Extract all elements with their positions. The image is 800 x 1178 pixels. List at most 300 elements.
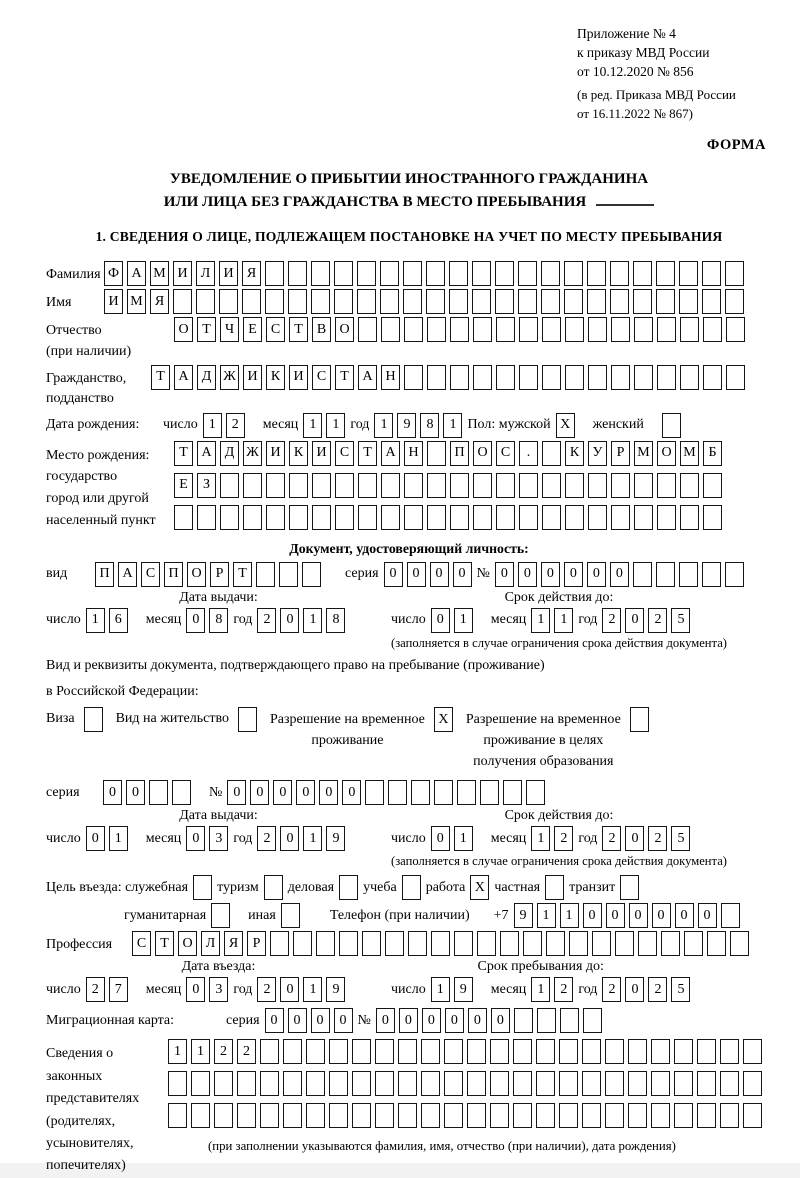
char-cell[interactable]: [634, 365, 653, 390]
char-cell[interactable]: [495, 261, 514, 286]
char-cell[interactable]: 0: [86, 826, 105, 851]
char-cell[interactable]: 1: [303, 826, 322, 851]
char-cell[interactable]: [565, 505, 584, 530]
char-cell[interactable]: 0: [186, 826, 205, 851]
char-cell[interactable]: [537, 1008, 556, 1033]
char-cell[interactable]: [211, 903, 230, 928]
char-cell[interactable]: С: [266, 317, 285, 342]
char-cell[interactable]: [634, 505, 653, 530]
char-cell[interactable]: [725, 289, 744, 314]
permit-issue-month-grid[interactable]: [186, 826, 228, 851]
char-cell[interactable]: [496, 505, 515, 530]
char-cell[interactable]: 9: [514, 903, 533, 928]
char-cell[interactable]: [473, 505, 492, 530]
char-cell[interactable]: X: [470, 875, 489, 900]
char-cell[interactable]: 2: [257, 977, 276, 1002]
char-cell[interactable]: [514, 1008, 533, 1033]
char-cell[interactable]: [431, 931, 450, 956]
char-cell[interactable]: [242, 289, 261, 314]
char-cell[interactable]: [656, 261, 675, 286]
char-cell[interactable]: [172, 780, 191, 805]
char-cell[interactable]: [450, 317, 469, 342]
char-cell[interactable]: 9: [454, 977, 473, 1002]
char-cell[interactable]: 0: [698, 903, 717, 928]
char-cell[interactable]: [611, 365, 630, 390]
char-cell[interactable]: Т: [155, 931, 174, 956]
char-cell[interactable]: А: [381, 441, 400, 466]
char-cell[interactable]: [657, 365, 676, 390]
char-cell[interactable]: [587, 261, 606, 286]
char-cell[interactable]: 2: [257, 826, 276, 851]
char-cell[interactable]: [588, 473, 607, 498]
representatives-grid-3[interactable]: [168, 1103, 762, 1128]
doc-type-grid[interactable]: [95, 562, 321, 587]
char-cell[interactable]: [168, 1103, 187, 1128]
char-cell[interactable]: [726, 317, 745, 342]
char-cell[interactable]: Т: [174, 441, 193, 466]
residence-permit-checkbox[interactable]: [238, 707, 257, 732]
stay-year-grid[interactable]: [602, 977, 690, 1002]
citizenship-grid[interactable]: [151, 365, 745, 390]
char-cell[interactable]: [444, 1071, 463, 1096]
char-cell[interactable]: [302, 562, 321, 587]
char-cell[interactable]: X: [556, 413, 575, 438]
purpose-business-checkbox[interactable]: [339, 875, 358, 900]
char-cell[interactable]: [680, 317, 699, 342]
char-cell[interactable]: Ф: [104, 261, 123, 286]
char-cell[interactable]: [266, 473, 285, 498]
char-cell[interactable]: 1: [454, 608, 473, 633]
char-cell[interactable]: О: [178, 931, 197, 956]
char-cell[interactable]: [444, 1039, 463, 1064]
char-cell[interactable]: [565, 365, 584, 390]
char-cell[interactable]: [503, 780, 522, 805]
char-cell[interactable]: Л: [201, 931, 220, 956]
char-cell[interactable]: [403, 289, 422, 314]
char-cell[interactable]: [588, 505, 607, 530]
temp-residence-checkbox[interactable]: [434, 707, 453, 732]
char-cell[interactable]: [674, 1039, 693, 1064]
char-cell[interactable]: Р: [611, 441, 630, 466]
char-cell[interactable]: 0: [334, 1008, 353, 1033]
char-cell[interactable]: [610, 289, 629, 314]
char-cell[interactable]: [149, 780, 168, 805]
char-cell[interactable]: [427, 473, 446, 498]
char-cell[interactable]: У: [588, 441, 607, 466]
surname-grid[interactable]: [104, 261, 744, 286]
char-cell[interactable]: [283, 1039, 302, 1064]
char-cell[interactable]: [657, 317, 676, 342]
char-cell[interactable]: [583, 1008, 602, 1033]
char-cell[interactable]: [473, 365, 492, 390]
char-cell[interactable]: [473, 317, 492, 342]
char-cell[interactable]: [421, 1103, 440, 1128]
char-cell[interactable]: [720, 1103, 739, 1128]
char-cell[interactable]: 0: [430, 562, 449, 587]
char-cell[interactable]: [444, 1103, 463, 1128]
char-cell[interactable]: [490, 1071, 509, 1096]
char-cell[interactable]: 0: [273, 780, 292, 805]
char-cell[interactable]: [720, 1071, 739, 1096]
char-cell[interactable]: П: [164, 562, 183, 587]
char-cell[interactable]: [496, 365, 515, 390]
char-cell[interactable]: [264, 875, 283, 900]
char-cell[interactable]: 0: [541, 562, 560, 587]
char-cell[interactable]: [519, 505, 538, 530]
char-cell[interactable]: [697, 1039, 716, 1064]
char-cell[interactable]: [490, 1103, 509, 1128]
char-cell[interactable]: [270, 931, 289, 956]
char-cell[interactable]: [542, 365, 561, 390]
char-cell[interactable]: 2: [648, 826, 667, 851]
char-cell[interactable]: [472, 289, 491, 314]
char-cell[interactable]: 2: [257, 608, 276, 633]
char-cell[interactable]: О: [335, 317, 354, 342]
char-cell[interactable]: [565, 317, 584, 342]
char-cell[interactable]: П: [95, 562, 114, 587]
char-cell[interactable]: [605, 1071, 624, 1096]
char-cell[interactable]: 0: [265, 1008, 284, 1033]
char-cell[interactable]: [335, 473, 354, 498]
char-cell[interactable]: [588, 365, 607, 390]
char-cell[interactable]: 3: [209, 977, 228, 1002]
char-cell[interactable]: 8: [326, 608, 345, 633]
char-cell[interactable]: [680, 505, 699, 530]
char-cell[interactable]: М: [634, 441, 653, 466]
char-cell[interactable]: [193, 875, 212, 900]
char-cell[interactable]: [542, 473, 561, 498]
char-cell[interactable]: С: [335, 441, 354, 466]
stay-month-grid[interactable]: [531, 977, 573, 1002]
char-cell[interactable]: 0: [583, 903, 602, 928]
char-cell[interactable]: И: [173, 261, 192, 286]
char-cell[interactable]: [541, 289, 560, 314]
char-cell[interactable]: [628, 1103, 647, 1128]
char-cell[interactable]: 5: [671, 977, 690, 1002]
char-cell[interactable]: [743, 1039, 762, 1064]
char-cell[interactable]: [403, 261, 422, 286]
char-cell[interactable]: С: [312, 365, 331, 390]
char-cell[interactable]: [329, 1071, 348, 1096]
char-cell[interactable]: [620, 875, 639, 900]
char-cell[interactable]: [726, 365, 745, 390]
char-cell[interactable]: [311, 289, 330, 314]
char-cell[interactable]: [611, 473, 630, 498]
char-cell[interactable]: [536, 1103, 555, 1128]
char-cell[interactable]: 8: [209, 608, 228, 633]
representatives-grid-1[interactable]: [168, 1039, 762, 1064]
entry-day-grid[interactable]: [86, 977, 128, 1002]
char-cell[interactable]: Я: [224, 931, 243, 956]
char-cell[interactable]: 2: [602, 608, 621, 633]
char-cell[interactable]: О: [187, 562, 206, 587]
char-cell[interactable]: [329, 1039, 348, 1064]
char-cell[interactable]: [559, 1071, 578, 1096]
char-cell[interactable]: [634, 317, 653, 342]
char-cell[interactable]: И: [219, 261, 238, 286]
doc-valid-year-grid[interactable]: [602, 608, 690, 633]
char-cell[interactable]: [375, 1071, 394, 1096]
char-cell[interactable]: [421, 1039, 440, 1064]
char-cell[interactable]: [243, 473, 262, 498]
phone-grid[interactable]: [514, 903, 740, 928]
permit-series-grid[interactable]: [103, 780, 191, 805]
char-cell[interactable]: 0: [422, 1008, 441, 1033]
char-cell[interactable]: [450, 365, 469, 390]
char-cell[interactable]: К: [565, 441, 584, 466]
representatives-grid-2[interactable]: [168, 1071, 762, 1096]
char-cell[interactable]: Я: [242, 261, 261, 286]
char-cell[interactable]: Ж: [220, 365, 239, 390]
char-cell[interactable]: [375, 1103, 394, 1128]
char-cell[interactable]: [339, 931, 358, 956]
char-cell[interactable]: [191, 1071, 210, 1096]
char-cell[interactable]: [703, 505, 722, 530]
char-cell[interactable]: [288, 261, 307, 286]
purpose-tourism-checkbox[interactable]: [264, 875, 283, 900]
char-cell[interactable]: [450, 505, 469, 530]
purpose-other-checkbox[interactable]: [281, 903, 300, 928]
char-cell[interactable]: 1: [303, 977, 322, 1002]
char-cell[interactable]: 2: [554, 977, 573, 1002]
char-cell[interactable]: [281, 903, 300, 928]
char-cell[interactable]: [238, 707, 257, 732]
char-cell[interactable]: И: [266, 441, 285, 466]
char-cell[interactable]: X: [434, 707, 453, 732]
char-cell[interactable]: В: [312, 317, 331, 342]
char-cell[interactable]: [582, 1071, 601, 1096]
char-cell[interactable]: 0: [431, 608, 450, 633]
char-cell[interactable]: П: [450, 441, 469, 466]
char-cell[interactable]: [214, 1071, 233, 1096]
char-cell[interactable]: 0: [491, 1008, 510, 1033]
char-cell[interactable]: А: [118, 562, 137, 587]
char-cell[interactable]: 2: [648, 608, 667, 633]
char-cell[interactable]: [513, 1071, 532, 1096]
char-cell[interactable]: 1: [326, 413, 345, 438]
permit-valid-year-grid[interactable]: [602, 826, 690, 851]
char-cell[interactable]: [375, 1039, 394, 1064]
char-cell[interactable]: [381, 473, 400, 498]
char-cell[interactable]: [449, 289, 468, 314]
char-cell[interactable]: [496, 473, 515, 498]
char-cell[interactable]: [526, 780, 545, 805]
char-cell[interactable]: 0: [625, 608, 644, 633]
char-cell[interactable]: 0: [495, 562, 514, 587]
char-cell[interactable]: 2: [237, 1039, 256, 1064]
char-cell[interactable]: 3: [209, 826, 228, 851]
char-cell[interactable]: [628, 1039, 647, 1064]
char-cell[interactable]: [546, 931, 565, 956]
char-cell[interactable]: Т: [335, 365, 354, 390]
stay-day-grid[interactable]: [431, 977, 473, 1002]
char-cell[interactable]: 2: [602, 977, 621, 1002]
char-cell[interactable]: [306, 1103, 325, 1128]
char-cell[interactable]: [610, 261, 629, 286]
char-cell[interactable]: [197, 505, 216, 530]
permit-valid-month-grid[interactable]: [531, 826, 573, 851]
char-cell[interactable]: 1: [303, 413, 322, 438]
doc-issue-day-grid[interactable]: [86, 608, 128, 633]
char-cell[interactable]: [536, 1071, 555, 1096]
char-cell[interactable]: 9: [326, 977, 345, 1002]
char-cell[interactable]: 0: [227, 780, 246, 805]
char-cell[interactable]: [358, 473, 377, 498]
char-cell[interactable]: 0: [587, 562, 606, 587]
char-cell[interactable]: [569, 931, 588, 956]
char-cell[interactable]: [283, 1071, 302, 1096]
char-cell[interactable]: [334, 261, 353, 286]
char-cell[interactable]: [743, 1103, 762, 1128]
char-cell[interactable]: [427, 365, 446, 390]
char-cell[interactable]: И: [289, 365, 308, 390]
char-cell[interactable]: 0: [468, 1008, 487, 1033]
char-cell[interactable]: [605, 1039, 624, 1064]
char-cell[interactable]: И: [243, 365, 262, 390]
permit-number-grid[interactable]: [227, 780, 545, 805]
char-cell[interactable]: С: [132, 931, 151, 956]
char-cell[interactable]: [633, 261, 652, 286]
char-cell[interactable]: 0: [280, 608, 299, 633]
char-cell[interactable]: [702, 562, 721, 587]
char-cell[interactable]: [404, 505, 423, 530]
char-cell[interactable]: К: [266, 365, 285, 390]
char-cell[interactable]: Д: [197, 365, 216, 390]
female-checkbox[interactable]: [662, 413, 681, 438]
char-cell[interactable]: 8: [420, 413, 439, 438]
char-cell[interactable]: [633, 562, 652, 587]
char-cell[interactable]: М: [127, 289, 146, 314]
char-cell[interactable]: [237, 1103, 256, 1128]
char-cell[interactable]: 0: [342, 780, 361, 805]
char-cell[interactable]: 1: [374, 413, 393, 438]
char-cell[interactable]: [408, 931, 427, 956]
char-cell[interactable]: 0: [652, 903, 671, 928]
char-cell[interactable]: .: [519, 441, 538, 466]
char-cell[interactable]: Д: [220, 441, 239, 466]
char-cell[interactable]: Е: [174, 473, 193, 498]
char-cell[interactable]: [500, 931, 519, 956]
doc-valid-day-grid[interactable]: [431, 608, 473, 633]
char-cell[interactable]: [513, 1103, 532, 1128]
char-cell[interactable]: М: [680, 441, 699, 466]
char-cell[interactable]: [312, 505, 331, 530]
char-cell[interactable]: [357, 261, 376, 286]
char-cell[interactable]: [495, 289, 514, 314]
birth-month-grid[interactable]: [303, 413, 345, 438]
char-cell[interactable]: 0: [445, 1008, 464, 1033]
char-cell[interactable]: [657, 473, 676, 498]
char-cell[interactable]: 1: [86, 608, 105, 633]
char-cell[interactable]: [352, 1039, 371, 1064]
char-cell[interactable]: [265, 261, 284, 286]
char-cell[interactable]: [358, 505, 377, 530]
char-cell[interactable]: О: [473, 441, 492, 466]
char-cell[interactable]: Т: [289, 317, 308, 342]
char-cell[interactable]: [496, 317, 515, 342]
char-cell[interactable]: 0: [606, 903, 625, 928]
char-cell[interactable]: Т: [197, 317, 216, 342]
char-cell[interactable]: [472, 261, 491, 286]
char-cell[interactable]: 0: [453, 562, 472, 587]
char-cell[interactable]: Б: [703, 441, 722, 466]
char-cell[interactable]: 2: [554, 826, 573, 851]
char-cell[interactable]: [168, 1071, 187, 1096]
char-cell[interactable]: 7: [109, 977, 128, 1002]
char-cell[interactable]: [702, 261, 721, 286]
char-cell[interactable]: 1: [554, 608, 573, 633]
char-cell[interactable]: 0: [186, 977, 205, 1002]
char-cell[interactable]: 1: [531, 608, 550, 633]
char-cell[interactable]: 1: [303, 608, 322, 633]
char-cell[interactable]: [473, 473, 492, 498]
char-cell[interactable]: 1: [168, 1039, 187, 1064]
char-cell[interactable]: [380, 261, 399, 286]
char-cell[interactable]: 0: [399, 1008, 418, 1033]
char-cell[interactable]: [316, 931, 335, 956]
char-cell[interactable]: [454, 931, 473, 956]
char-cell[interactable]: [434, 780, 453, 805]
char-cell[interactable]: [720, 1039, 739, 1064]
char-cell[interactable]: Я: [150, 289, 169, 314]
char-cell[interactable]: 0: [625, 826, 644, 851]
char-cell[interactable]: [220, 473, 239, 498]
char-cell[interactable]: [457, 780, 476, 805]
char-cell[interactable]: [214, 1103, 233, 1128]
char-cell[interactable]: А: [174, 365, 193, 390]
purpose-official-checkbox[interactable]: [193, 875, 212, 900]
char-cell[interactable]: Ж: [243, 441, 262, 466]
char-cell[interactable]: [427, 317, 446, 342]
char-cell[interactable]: [679, 562, 698, 587]
birth-year-grid[interactable]: [374, 413, 462, 438]
char-cell[interactable]: [592, 931, 611, 956]
char-cell[interactable]: [288, 289, 307, 314]
char-cell[interactable]: З: [197, 473, 216, 498]
char-cell[interactable]: [656, 289, 675, 314]
char-cell[interactable]: [467, 1071, 486, 1096]
char-cell[interactable]: С: [141, 562, 160, 587]
char-cell[interactable]: [339, 875, 358, 900]
visa-checkbox[interactable]: [84, 707, 103, 732]
char-cell[interactable]: Т: [358, 441, 377, 466]
male-checkbox[interactable]: [556, 413, 575, 438]
char-cell[interactable]: [421, 1071, 440, 1096]
char-cell[interactable]: [707, 931, 726, 956]
char-cell[interactable]: 5: [671, 826, 690, 851]
char-cell[interactable]: [628, 1071, 647, 1096]
char-cell[interactable]: [560, 1008, 579, 1033]
char-cell[interactable]: [289, 473, 308, 498]
entry-month-grid[interactable]: [186, 977, 228, 1002]
char-cell[interactable]: [703, 365, 722, 390]
char-cell[interactable]: О: [657, 441, 676, 466]
char-cell[interactable]: [564, 289, 583, 314]
purpose-humanitarian-checkbox[interactable]: [211, 903, 230, 928]
char-cell[interactable]: [542, 441, 561, 466]
char-cell[interactable]: [721, 903, 740, 928]
char-cell[interactable]: Н: [404, 441, 423, 466]
char-cell[interactable]: 2: [602, 826, 621, 851]
char-cell[interactable]: [638, 931, 657, 956]
entry-year-grid[interactable]: [257, 977, 345, 1002]
doc-issue-month-grid[interactable]: [186, 608, 228, 633]
char-cell[interactable]: [702, 289, 721, 314]
permit-issue-day-grid[interactable]: [86, 826, 128, 851]
char-cell[interactable]: [697, 1103, 716, 1128]
char-cell[interactable]: [542, 317, 561, 342]
char-cell[interactable]: О: [174, 317, 193, 342]
